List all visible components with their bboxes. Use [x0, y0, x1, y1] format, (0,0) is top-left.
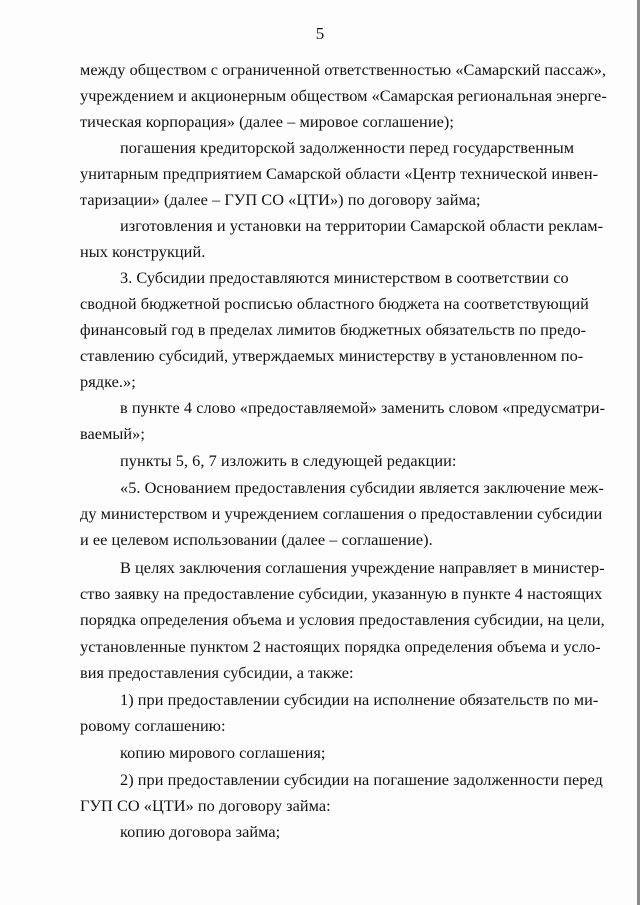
text-line-1: между обществом с ограниченной ответственностью «Самарский пассаж», [80, 60, 607, 79]
text-line-12: ставлению субсидий, утверждаемых министерству в установленном по- [80, 346, 584, 365]
text-line-10: сводной бюджетной росписью областного бюджета на соответствующий [80, 294, 589, 313]
text-line-23: установленные пунктом 2 настоящих порядка определения объема и усло- [80, 637, 601, 656]
text-line-3: тическая корпорация» (далее – мировое соглашение); [80, 112, 454, 131]
text-line-27: копию мирового соглашения; [120, 743, 326, 762]
text-line-6: таризации» (далее – ГУП СО «ЦТИ») по договору займа; [80, 190, 481, 209]
text-line-20: В целях заключения соглашения учреждение направляет в министер- [120, 558, 605, 577]
text-line-15: ваемый»; [80, 424, 145, 443]
text-line-24: вия предоставления субсидии, а также: [80, 663, 354, 682]
text-line-16: пункты 5, 6, 7 изложить в следующей редакции: [120, 451, 457, 470]
text-line-2: учреждением и акционерным обществом «Самарская региональная энерге- [80, 86, 607, 105]
text-line-17: «5. Основанием предоставления субсидии является заключение меж- [120, 478, 604, 497]
text-line-25: 1) при предоставлении субсидии на исполнение обязательств по ми- [120, 690, 599, 709]
text-line-5: унитарным предприятием Самарской области «Центр технической инвен- [80, 164, 599, 183]
text-line-11: финансовый год в пределах лимитов бюджетных обязательств по предо- [80, 320, 587, 339]
text-line-22: порядка определения объема и условия предоставления субсидии, на цели, [80, 610, 605, 629]
text-line-19: и ее целевом использовании (далее – соглашение). [80, 530, 433, 549]
text-line-21: ство заявку на предоставление субсидии, указанную в пункте 4 настоящих [80, 584, 603, 603]
text-line-29: ГУП СО «ЦТИ» по договору займа: [80, 796, 331, 815]
text-line-30: копию договора займа; [120, 822, 281, 841]
text-line-18: ду министерством и учреждением соглашения о предоставлении субсидии [80, 504, 603, 523]
text-line-26: ровому соглашению: [80, 716, 226, 735]
text-line-4: погашения кредиторской задолженности перед государственным [120, 138, 575, 157]
text-line-13: рядке.»; [80, 372, 136, 391]
text-line-28: 2) при предоставлении субсидии на погашение задолженности перед [120, 770, 603, 789]
text-line-8: ных конструкций. [80, 242, 206, 261]
text-line-14: в пункте 4 слово «предоставляемой» заменить словом «предусматри- [120, 398, 606, 417]
text-line-9: 3. Субсидии предоставляются министерством в соответствии со [120, 268, 569, 287]
text-line-7: изготовления и установки на территории Самарской области реклам- [120, 216, 604, 235]
page-number: 5 [315, 24, 325, 43]
